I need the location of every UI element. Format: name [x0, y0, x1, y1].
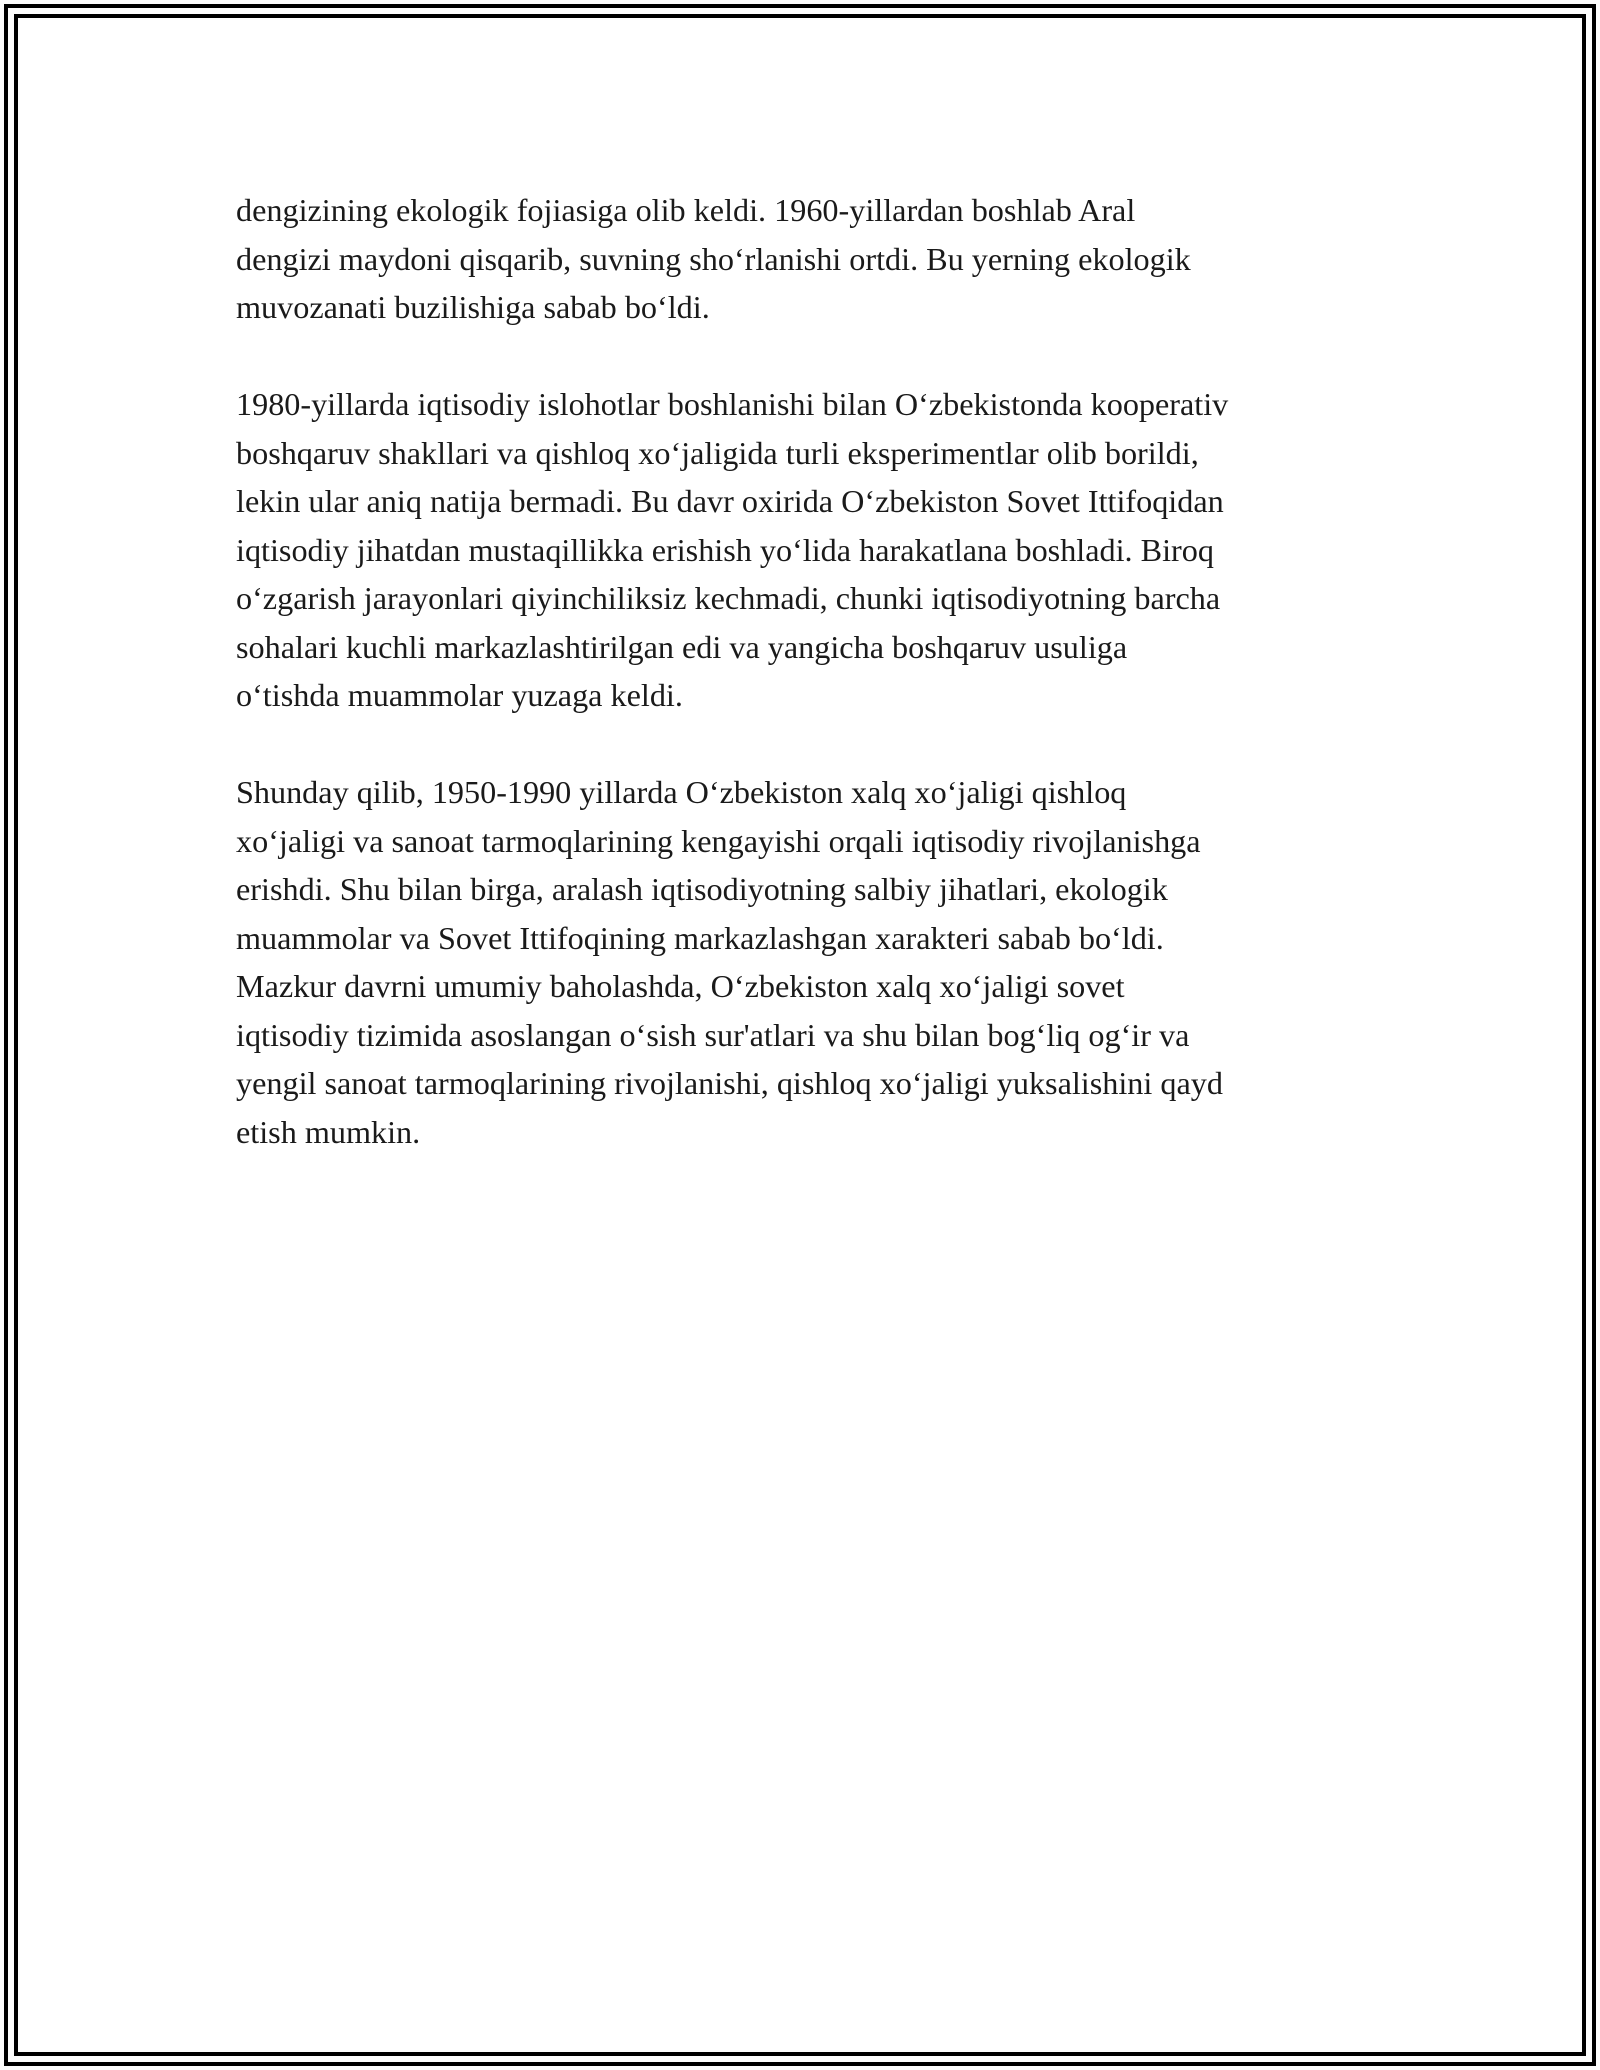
text-line: xo‘jaligi va sanoat tarmoqlarining kengayishi orqali iqtisodiy rivojlanishga: [236, 822, 1201, 859]
text-line: 1980-yillarda iqtisodiy islohotlar boshlanishi bilan O‘zbekistonda kooperativ: [236, 386, 1229, 422]
text-line: yengil sanoat tarmoqlarining rivojlanishi, qishloq xo‘jaligi yuksalishini qayd: [236, 1065, 1223, 1101]
text-line: muvozanati buzilishiga sabab bo‘ldi.: [236, 289, 710, 325]
paragraph-conclusion: [236, 768, 1386, 1156]
text-line: iqtisodiy tizimida asoslangan o‘sish sur'atlari va shu bilan bog‘liq og‘ir va: [236, 1016, 1190, 1053]
paragraph-1980s-reforms: [236, 380, 1386, 720]
text-line: erishdi. Shu bilan birga, aralash iqtisodiyotning salbiy jihatlari, ekologik: [236, 871, 1168, 907]
text-line: muammolar va Sovet Ittifoqining markazlashgan xarakteri sabab bo‘ldi.: [236, 919, 1164, 956]
text-line: etish mumkin.: [236, 1113, 421, 1150]
text-line: Mazkur davrni umumiy baholashda, O‘zbekiston xalq xo‘jaligi sovet: [236, 968, 1125, 1004]
text-line: o‘zgarish jarayonlari qiyinchiliksiz kechmadi, chunki iqtisodiyotning barcha: [236, 580, 1221, 616]
text-line: iqtisodiy jihatdan mustaqillikka erishish yo‘lida harakatlana boshladi. Biroq: [236, 531, 1214, 568]
text-line: dengizi maydoni qisqarib, suvning sho‘rlanishi ortdi. Bu yerning ekologik: [236, 240, 1191, 277]
text-line: o‘tishda muammolar yuzaga keldi.: [236, 677, 683, 713]
document-body: [236, 186, 1386, 1205]
paragraph-aral-sea: [236, 186, 1386, 332]
text-line: Shunday qilib, 1950-1990 yillarda O‘zbekiston xalq xo‘jaligi qishloq: [236, 774, 1127, 810]
text-line: dengizining ekologik fojiasiga olib keldi. 1960-yillardan boshlab Aral: [236, 192, 1136, 228]
text-line: boshqaruv shakllari va qishloq xo‘jaligida turli eksperimentlar olib borildi,: [236, 434, 1199, 471]
text-line: sohalari kuchli markazlashtirilgan edi va yangicha boshqaruv usuliga: [236, 628, 1128, 665]
text-line: lekin ular aniq natija bermadi. Bu davr oxirida O‘zbekiston Sovet Ittifoqidan: [236, 483, 1224, 519]
